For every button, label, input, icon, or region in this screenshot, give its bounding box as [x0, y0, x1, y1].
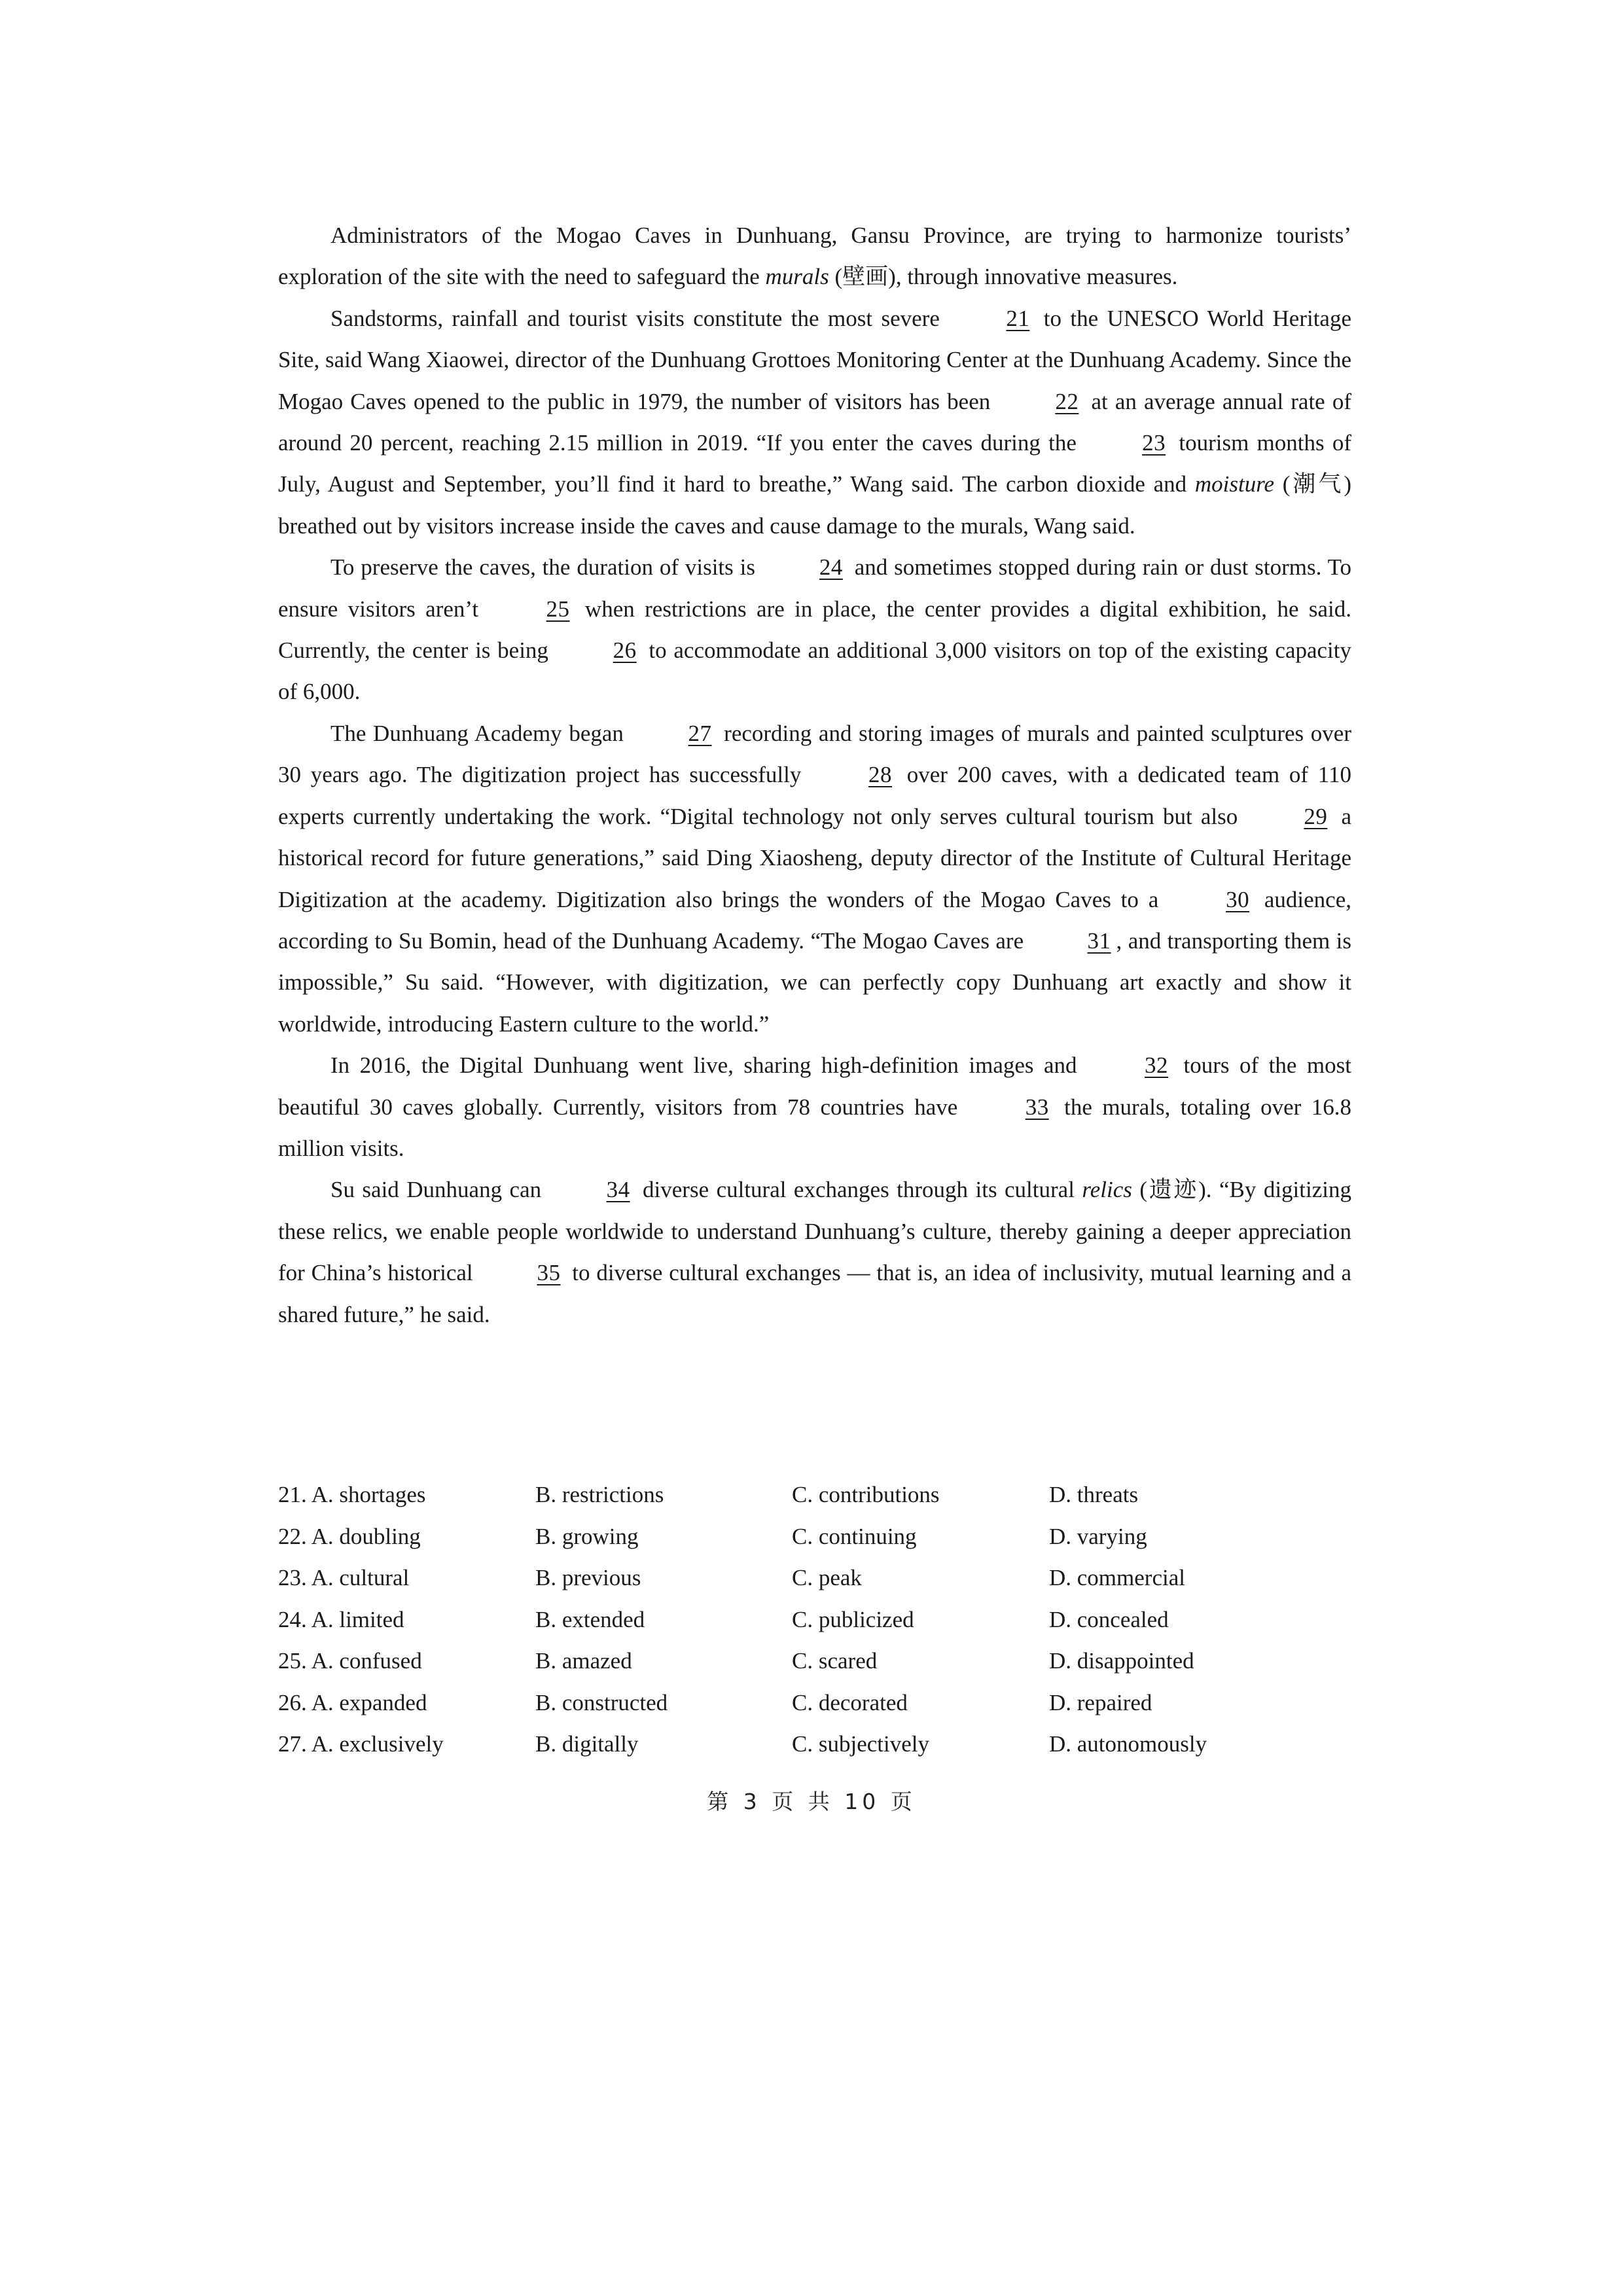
passage-text: , through innovative measures.: [895, 264, 1178, 290]
passage-text: recording and storing images of murals and painted sculptures over 30 years ago. The digitization project has successfully: [278, 720, 1351, 788]
passage-text: breathed out by visitors increase inside the caves and cause damage to the murals, Wang said.: [278, 512, 1135, 539]
blank-32: 32: [1145, 1052, 1169, 1079]
question-26-options: [278, 1682, 1351, 1724]
cloze-passage: [278, 215, 1351, 1335]
passage-text: to diverse cultural exchanges — that is, an idea of inclusivity, mutual learning and a shared future,” he said.: [278, 1260, 1351, 1327]
option-a: 24. A. limited: [278, 1606, 404, 1632]
question-24-options: [278, 1599, 1351, 1641]
option-d: D. commercial: [1049, 1565, 1185, 1590]
option-d: D. autonomously: [1049, 1731, 1207, 1757]
blank-25: 25: [546, 596, 570, 622]
vocab-term: relics: [1082, 1177, 1132, 1203]
question-22-options: [278, 1516, 1351, 1558]
option-a: 22. A. doubling: [278, 1523, 421, 1549]
passage-paragraph-2: [278, 298, 1351, 547]
option-c: C. peak: [792, 1565, 862, 1590]
option-b: B. restrictions: [535, 1482, 664, 1507]
passage-text: a historical record for future generations,” said Ding Xiaosheng, deputy director of the Institute of Cultural Heritage Digitization at the academy. Digitization also brings the wonders of the Mogao Caves to a: [278, 803, 1351, 912]
option-d: D. concealed: [1049, 1606, 1169, 1632]
blank-26: 26: [613, 637, 637, 664]
option-c: C. publicized: [792, 1606, 914, 1632]
option-a: 23. A. cultural: [278, 1565, 410, 1590]
passage-text: To preserve the caves, the duration of visits is: [330, 554, 762, 581]
passage-paragraph-3: [278, 547, 1351, 713]
option-b: B. extended: [535, 1606, 645, 1632]
blank-28: 28: [868, 762, 893, 788]
passage-text: , and transporting them is impossible,” Su said. “However, with digitization, we can perfectly copy Dunhuang art exactly and show it worldwide, introducing Eastern culture to the world.”: [278, 927, 1351, 1037]
passage-text: and sometimes stopped during rain or dust storms. To ensure visitors aren’t: [278, 554, 1352, 622]
option-a: 27. A. exclusively: [278, 1731, 444, 1757]
question-23-options: [278, 1557, 1351, 1599]
vocab-gloss: (遗迹): [1132, 1177, 1206, 1203]
passage-paragraph-1: [278, 215, 1351, 298]
option-c: C. contributions: [792, 1482, 940, 1507]
option-b: B. previous: [535, 1565, 641, 1590]
blank-29: 29: [1304, 803, 1328, 829]
option-c: C. continuing: [792, 1523, 917, 1549]
option-d: D. disappointed: [1049, 1648, 1194, 1674]
vocab-term: murals: [765, 264, 829, 290]
passage-text: Administrators of the Mogao Caves in Dunhuang, Gansu Province, are trying to harmonize tourists’ exploration of the site with the need to safeguard the: [278, 223, 1351, 290]
option-c: C. decorated: [792, 1689, 908, 1715]
passage-paragraph-6: [278, 1169, 1351, 1335]
passage-text: the murals, totaling over 16.8 million visits.: [278, 1094, 1351, 1161]
blank-27: 27: [688, 720, 712, 746]
passage-text: Su said Dunhuang can: [330, 1177, 549, 1203]
passage-text: The Dunhuang Academy began: [330, 720, 631, 746]
passage-text: . “By digitizing these relics, we enable people worldwide to understand Dunhuang’s culture, thereby gaining a deeper appreciation for China’s historical: [278, 1177, 1351, 1286]
blank-35: 35: [537, 1260, 561, 1286]
option-d: D. repaired: [1049, 1689, 1152, 1715]
option-d: D. threats: [1049, 1482, 1139, 1507]
blank-34: 34: [606, 1177, 630, 1203]
vocab-gloss: (壁画): [829, 264, 896, 290]
blank-31: 31: [1087, 927, 1111, 954]
passage-text: over 200 caves, with a dedicated team of 110 experts currently undertaking the work. “Digital technology not only serves cultural tourism but also: [278, 762, 1351, 829]
blank-22: 22: [1055, 388, 1079, 414]
passage-text: diverse cultural exchanges through its cultural: [635, 1177, 1082, 1203]
question-25-options: [278, 1640, 1351, 1682]
passage-paragraph-5: [278, 1045, 1351, 1169]
vocab-term: moisture: [1194, 471, 1275, 497]
passage-paragraph-4: [278, 713, 1351, 1045]
option-b: B. digitally: [535, 1731, 639, 1757]
option-b: B. amazed: [535, 1648, 632, 1674]
question-21-options: [278, 1474, 1351, 1516]
blank-33: 33: [1025, 1094, 1049, 1120]
blank-21: 21: [1006, 305, 1030, 331]
option-c: C. subjectively: [792, 1731, 929, 1757]
blank-23: 23: [1142, 430, 1166, 456]
passage-text: to the UNESCO World Heritage Site, said Wang Xiaowei, director of the Dunhuang Grottoes Monitoring Center at the Dunhuang Academy. Since the Mogao Caves opened to the public in 1979, the number of visitors has been: [278, 305, 1352, 414]
passage-text: tourism months of July, August and September, you’ll find it hard to breathe,” Wang said. The carbon dioxide and: [278, 430, 1351, 497]
option-b: B. constructed: [535, 1689, 668, 1715]
option-a: 26. A. expanded: [278, 1689, 427, 1715]
page-number: 第 3 页 共 10 页: [707, 1789, 916, 1814]
blank-30: 30: [1226, 886, 1250, 912]
answer-options: [278, 1474, 1351, 1765]
passage-text: In 2016, the Digital Dunhuang went live, sharing high-definition images and: [330, 1052, 1088, 1079]
option-a: 25. A. confused: [278, 1648, 422, 1674]
passage-text: to accommodate an additional 3,000 visitors on top of the existing capacity of 6,000.: [278, 637, 1351, 705]
blank-24: 24: [819, 554, 843, 581]
passage-text: tours of the most beautiful 30 caves globally. Currently, visitors from 78 countries have: [278, 1052, 1352, 1120]
passage-text: Sandstorms, rainfall and tourist visits constitute the most severe: [330, 305, 949, 331]
option-a: 21. A. shortages: [278, 1482, 426, 1507]
passage-text: audience, according to Su Bomin, head of the Dunhuang Academy. “The Mogao Caves are: [278, 886, 1351, 954]
passage-text: at an average annual rate of around 20 percent, reaching 2.15 million in 2019. “If you enter the caves during the: [278, 388, 1351, 456]
passage-text: when restrictions are in place, the center provides a digital exhibition, he said. Currently, the center is being: [278, 596, 1351, 664]
option-d: D. varying: [1049, 1523, 1147, 1549]
vocab-gloss: (潮气): [1274, 471, 1352, 497]
option-b: B. growing: [535, 1523, 639, 1549]
option-c: C. scared: [792, 1648, 878, 1674]
question-27-options: [278, 1723, 1351, 1765]
